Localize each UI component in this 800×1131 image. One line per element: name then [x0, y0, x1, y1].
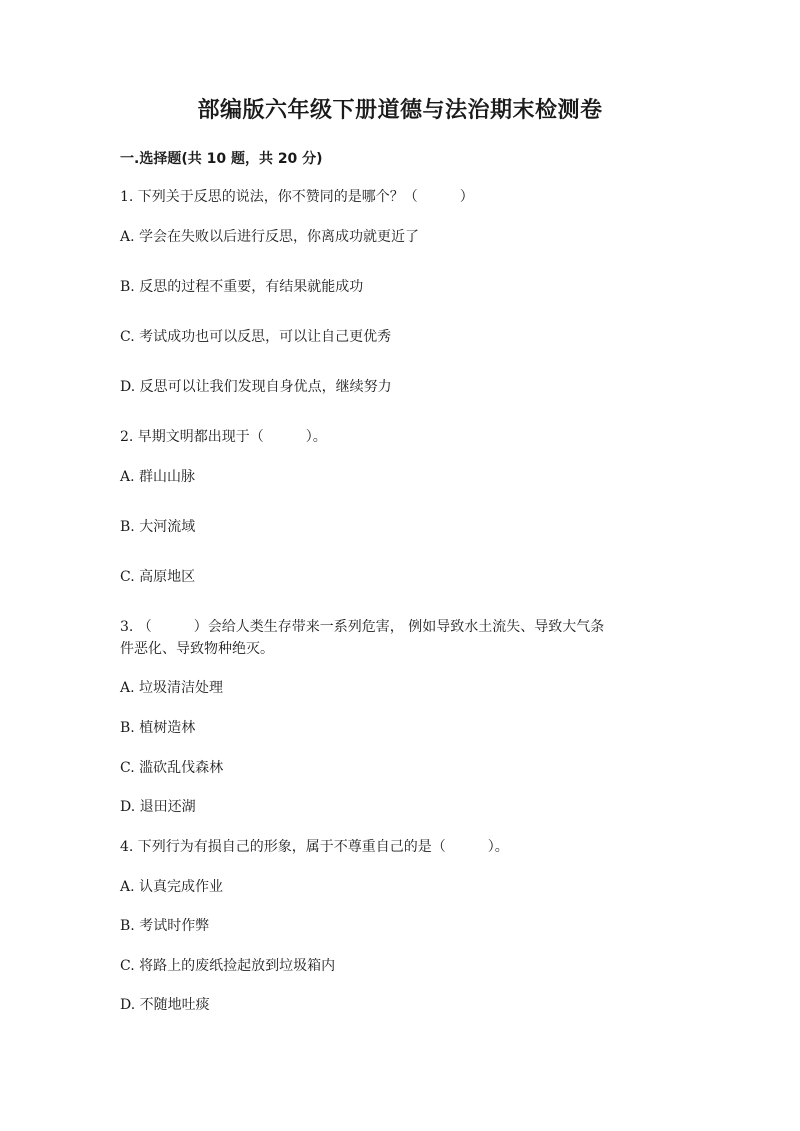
section-heading: 一.选择题(共 10 题，共 20 分)	[120, 151, 323, 167]
question-2-option-a: A. 群山山脉	[120, 469, 196, 485]
question-4-stem: 4. 下列行为有损自己的形象，属于不尊重自己的是（ ）。	[120, 839, 509, 855]
question-2-option-b: B. 大河流域	[120, 519, 196, 535]
question-3-option-b: B. 植树造林	[120, 720, 196, 736]
question-2-option-c: C. 高原地区	[120, 569, 196, 585]
question-3-option-d: D. 退田还湖	[120, 799, 196, 815]
question-4-option-b: B. 考试时作弊	[120, 918, 210, 934]
question-3-stem-line-2: 件恶化、导致物种绝灭。	[120, 641, 274, 657]
question-1-option-c: C. 考试成功也可以反思，可以让自己更优秀	[120, 329, 392, 345]
question-1-stem: 1. 下列关于反思的说法，你不赞同的是哪个？（ ）	[120, 189, 474, 205]
question-1-option-d: D. 反思可以让我们发现自身优点，继续努力	[120, 379, 392, 395]
question-3-option-c: C. 滥砍乱伐森林	[120, 760, 224, 776]
question-4-option-d: D. 不随地吐痰	[120, 997, 210, 1013]
question-4-option-a: A. 认真完成作业	[120, 879, 224, 895]
question-1-option-a: A. 学会在失败以后进行反思，你离成功就更近了	[120, 229, 420, 245]
question-4-option-c: C. 将路上的废纸捡起放到垃圾箱内	[120, 958, 336, 974]
exam-title: 部编版六年级下册道德与法治期末检测卷	[197, 98, 603, 123]
question-3-option-a: A. 垃圾清洁处理	[120, 680, 224, 696]
question-1-option-b: B. 反思的过程不重要，有结果就能成功	[120, 279, 364, 295]
question-3-stem-line-1: 3. （ ）会给人类生存带来一系列危害， 例如导致水土流失、导致大气条	[120, 619, 605, 635]
question-2-stem: 2. 早期文明都出现于（ ）。	[120, 429, 327, 445]
